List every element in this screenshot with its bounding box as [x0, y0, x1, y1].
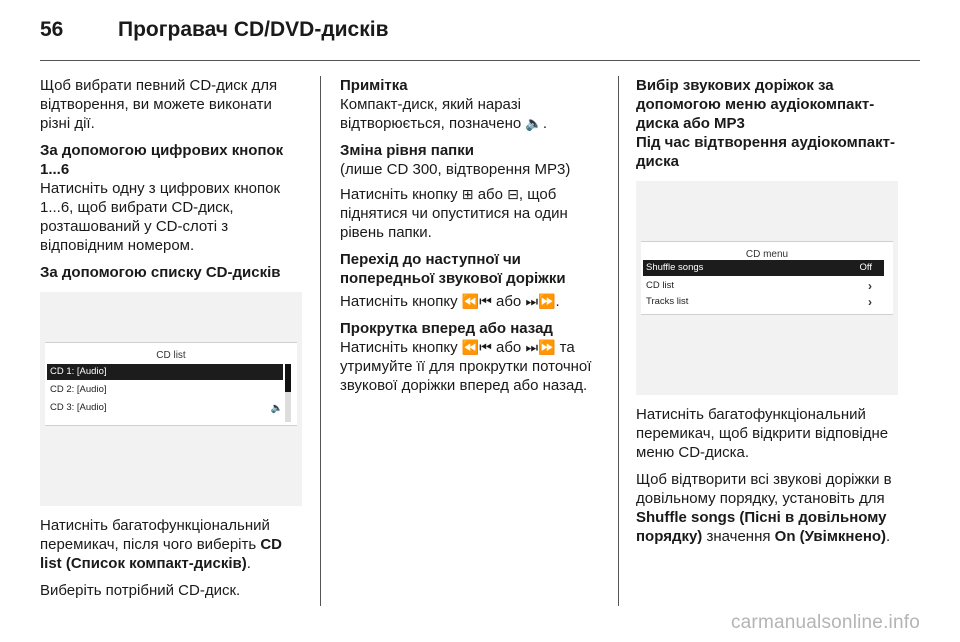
folder-heading: Зміна рівня папки	[340, 142, 474, 159]
note-heading: Примітка	[340, 77, 408, 94]
track-heading: Перехід до наступної чи попередньої звукової доріжки	[340, 251, 566, 287]
folder-up-icon: ⊞	[461, 186, 474, 202]
next-track-icon: ⏭⏩	[525, 293, 556, 309]
cd-menu-screen	[636, 181, 898, 395]
intro-paragraph: Щоб вибрати певний CD-диск для відтворення, ви можете виконати різні дії.	[40, 77, 278, 132]
cd-list-item-label: CD 3: [Audio]	[50, 402, 107, 413]
menu-item-label: Tracks list	[646, 296, 689, 307]
page-number: 56	[40, 18, 64, 41]
numeric-buttons-paragraph: Натисніть одну з цифрових кнопок 1...6, щоб вибрати CD-диск, розташований у CD-слоті з відповідним номером.	[40, 180, 281, 254]
cd-menu-display	[641, 241, 893, 315]
fast-forward-icon: ⏭⏩	[525, 339, 556, 355]
cd-list-item-label: CD 2: [Audio]	[50, 384, 107, 395]
speaker-icon: 🔈	[270, 403, 283, 414]
heading-cd-list: За допомогою списку CD-дисків	[40, 264, 281, 281]
cd-list-item-label: CD 1: [Audio]	[50, 366, 107, 377]
column-1	[40, 76, 302, 608]
column-divider-2	[618, 76, 619, 606]
page-header	[40, 14, 920, 54]
cd-list-title: CD list	[156, 350, 186, 361]
scrollbar-thumb[interactable]	[285, 364, 291, 392]
scan-paragraph: Натисніть кнопку ⏪⏮ або ⏭⏩ та утримуйте її для прокрутки поточної звукової доріжки вперед або назад.	[340, 339, 592, 394]
column-3	[636, 76, 906, 554]
cd-list-screen	[40, 292, 302, 506]
scan-heading: Прокрутка вперед або назад	[340, 320, 553, 337]
menu-heading: Вибір звукових доріжок за допомогою меню аудіокомпакт-диска або MP3	[636, 77, 875, 132]
header-rule	[40, 60, 920, 61]
menu-item-label: CD list	[646, 280, 674, 291]
cd-list-item[interactable]	[47, 400, 283, 416]
cd-list-scrollbar[interactable]	[285, 364, 291, 422]
folder-subnote: (лише CD 300, відтворення MP3)	[340, 161, 571, 178]
cd-list-item[interactable]	[47, 382, 283, 398]
folder-paragraph: Натисніть кнопку ⊞ або ⊟, щоб піднятися чи опуститися на один рівень папки.	[340, 186, 568, 241]
tracks-list-menu-item[interactable]	[643, 294, 884, 310]
cd-list-display	[45, 342, 297, 426]
track-paragraph: Натисніть кнопку ⏪⏮ або ⏭⏩.	[340, 293, 560, 310]
cd-list-item[interactable]	[47, 364, 283, 380]
press-paragraph: Натисніть багатофункціональний перемикач, щоб відкрити відповідне меню CD-диска.	[636, 406, 889, 461]
cd-list-instruction: Натисніть багатофункціональний перемикач, після чого виберіть CD list (Список компакт-дисків).	[40, 517, 283, 572]
shuffle-paragraph: Щоб відтворити всі звукові доріжки в довільному порядку, установіть для Shuffle songs (Пісні в довільному порядку) значення On (Увімкнено).	[636, 471, 892, 545]
chevron-right-icon: ›	[868, 279, 872, 293]
shuffle-value: Off	[859, 262, 872, 273]
column-2	[340, 76, 602, 403]
shuffle-songs-item[interactable]	[643, 260, 884, 276]
watermark: carmanualsonline.info	[730, 612, 920, 633]
select-cd-paragraph: Виберіть потрібний CD-диск.	[40, 582, 241, 599]
chevron-right-icon: ›	[868, 295, 872, 309]
cd-menu-title: CD menu	[745, 249, 789, 260]
during-playback-heading: Під час відтворення аудіокомпакт-диска	[636, 134, 895, 170]
heading-numeric-buttons: За допомогою цифрових кнопок 1...6	[40, 142, 284, 178]
page-title: Програвач CD/DVD-дисків	[118, 18, 389, 41]
note-paragraph: Компакт-диск, який наразі відтворюється, позначено 🔈.	[340, 96, 547, 132]
folder-down-icon: ⊟	[507, 186, 519, 202]
cd-list-menu-item[interactable]	[643, 278, 884, 294]
column-divider-1	[320, 76, 321, 606]
cd-list-menu-name: CD list (Список компакт-дисків)	[40, 536, 283, 572]
previous-track-icon: ⏪⏮	[461, 293, 492, 309]
rewind-icon: ⏪⏮	[461, 339, 492, 355]
speaker-icon: 🔈	[525, 115, 543, 131]
menu-item-label: Shuffle songs	[646, 262, 704, 273]
